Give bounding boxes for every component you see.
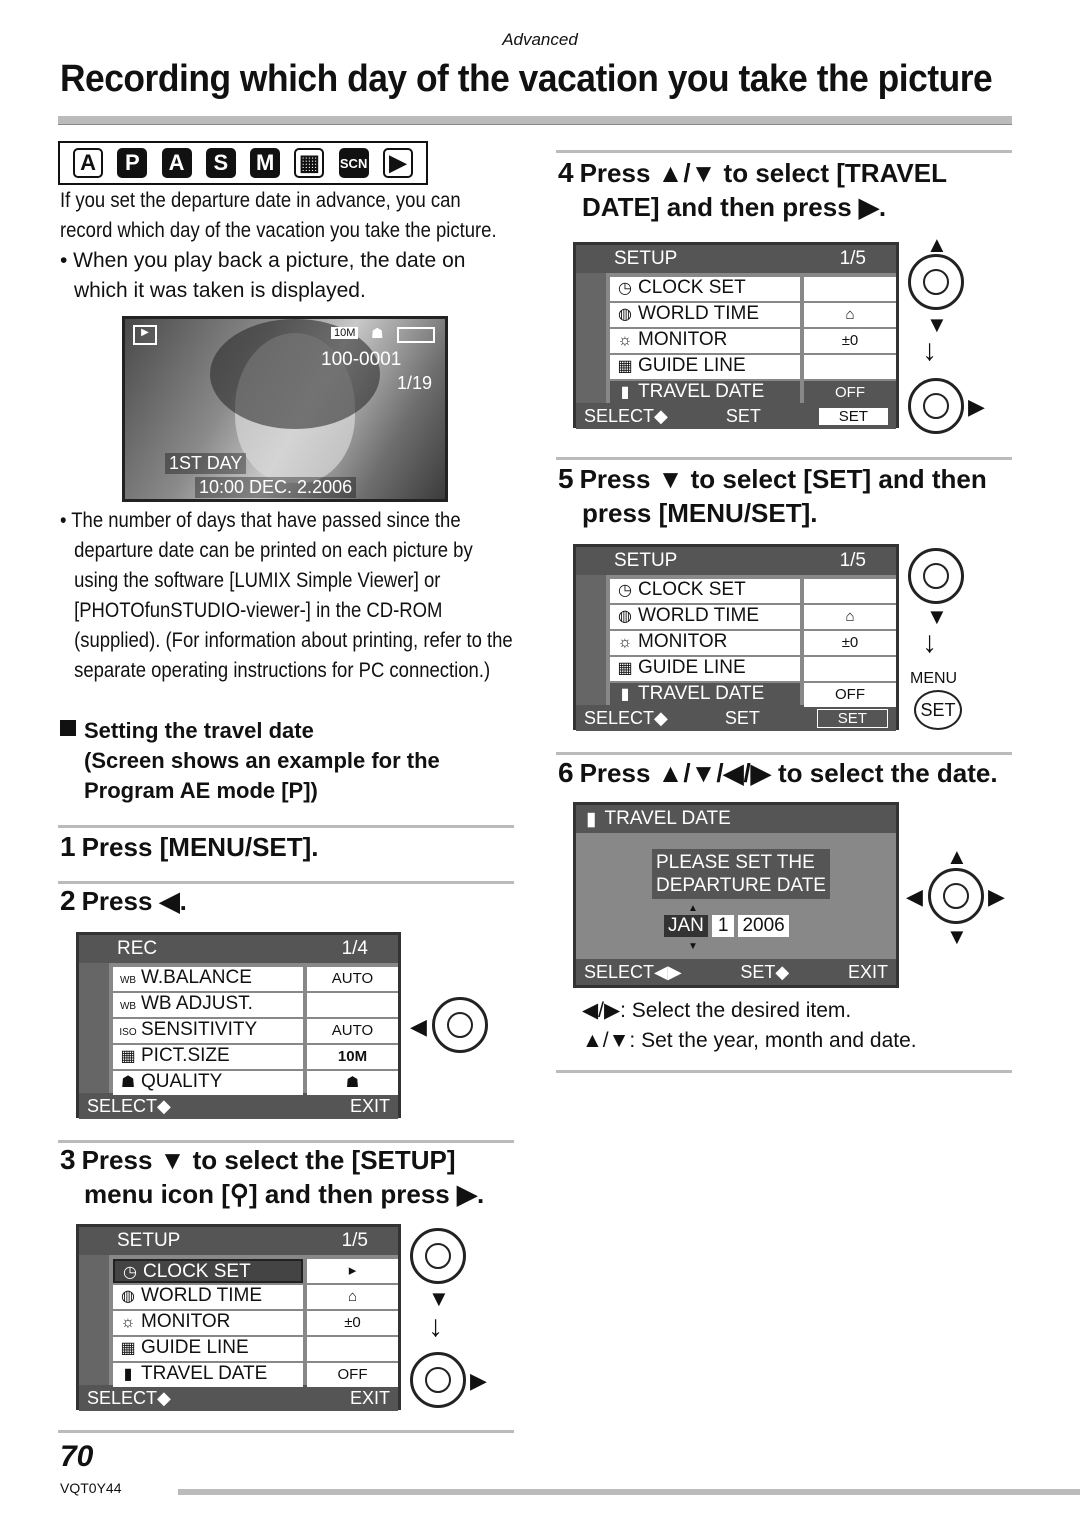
menu-side-tabs	[79, 1255, 109, 1385]
step-4: 4 Press ▲/▼ to select [TRAVEL DATE] and then press ▶.	[558, 157, 947, 222]
mode-icons	[58, 141, 428, 185]
footer-exit: EXIT	[349, 1095, 390, 1116]
battery-icon	[397, 327, 435, 343]
menu-page: 1/4	[341, 938, 368, 959]
menu-side-tabs	[576, 273, 606, 403]
menu-title: REC	[117, 938, 158, 959]
step-6: 6 Press ▲/▼/◀/▶ to select the date.	[558, 757, 998, 788]
quality-icon: ☗	[371, 325, 384, 341]
mode-playback-icon: ▶	[383, 148, 413, 178]
record-datetime: 10:00 DEC. 2.2006	[195, 477, 356, 498]
set-value-selected: SET	[817, 709, 888, 728]
setup-menu-screen	[573, 544, 899, 730]
step-3: 3 Press ▼ to select the [SETUP] menu icon [⚲] and then press ▶.	[60, 1144, 485, 1209]
menu-row[interactable]: ◷ CLOCK SET ▸	[113, 1259, 398, 1283]
setup-menu-screen	[573, 242, 899, 428]
travel-day: 1ST DAY	[165, 453, 246, 474]
menu-row[interactable]: ◷ CLOCK SET	[610, 277, 896, 301]
intro-line: If you set the departure date in advance, you can	[60, 189, 461, 212]
footer-set: SET	[724, 707, 760, 728]
play-icon: ▶	[133, 325, 157, 345]
suitcase-icon: ▮	[586, 808, 597, 830]
right-arrow-icon: ▶	[470, 1368, 487, 1393]
travel-date-screen	[573, 802, 899, 988]
menu-row[interactable]: ☼ MONITOR ±0	[610, 631, 896, 655]
page-number: 70	[60, 1440, 94, 1473]
page-title: Recording which day of the vacation you take the picture	[60, 58, 993, 100]
next-arrow-icon: ↓	[922, 334, 937, 367]
date-fields	[664, 915, 789, 937]
down-arrow-icon: ▼	[428, 1286, 450, 1311]
up-arrow-icon: ▲	[926, 232, 948, 257]
menu-title: SETUP	[614, 248, 678, 269]
menu-row-selected[interactable]: ▮ TRAVEL DATE OFF	[610, 381, 896, 405]
down-arrow-icon: ▼	[688, 941, 698, 952]
cursor-pad-icon	[928, 868, 984, 924]
footer-rule	[178, 1489, 1080, 1495]
footer-set: SET	[725, 405, 761, 426]
cursor-pad-icon	[908, 378, 964, 434]
menu-row[interactable]: ☗ QUALITY ☗	[113, 1071, 398, 1095]
set-value: SET	[819, 408, 888, 425]
left-arrow-icon: ◀	[906, 884, 923, 909]
intro-line: record which day of the vacation you take the picture.	[60, 219, 497, 242]
menu-side-tabs	[79, 963, 109, 1093]
menu-set-button-icon: SET	[914, 690, 962, 730]
mode-manual-icon: M	[250, 148, 280, 178]
menu-row[interactable]: ◍ WORLD TIME ⌂	[610, 605, 896, 629]
left-arrow-icon: ◀	[410, 1014, 427, 1039]
footer-set: SET◆	[740, 961, 790, 982]
next-arrow-icon: ↓	[922, 626, 937, 659]
rec-menu-screen	[76, 932, 401, 1118]
menu-row[interactable]: ▦ GUIDE LINE	[610, 657, 896, 681]
playback-screen	[122, 316, 448, 502]
divider	[556, 457, 1012, 460]
step-2: 2 Press ◀.	[60, 885, 187, 916]
month-field[interactable]: JAN	[664, 915, 708, 937]
footer-select: SELECT◆	[584, 707, 668, 728]
software-note: • The number of days that have passed since the departure date can be printed on each picture by using the software [LUMIX Simple Viewer] or [PHOTOfunSTUDIO-viewer-] in the CD-ROM (supplied). (For information about printing, refer to the separate operating instructions for PC connection.)	[60, 509, 513, 682]
menu-page: 1/5	[839, 248, 866, 269]
up-arrow-icon: ▲	[688, 903, 698, 914]
divider	[58, 825, 514, 828]
step-1: 1 Press [MENU/SET].	[60, 831, 319, 862]
size-badge: 10M	[331, 327, 358, 339]
doc-code: VQT0Y44	[60, 1480, 122, 1496]
day-field[interactable]: 1	[712, 915, 735, 937]
divider	[556, 1070, 1012, 1073]
menu-row[interactable]: ▦ PICT.SIZE 10M	[113, 1045, 398, 1069]
footer-select: SELECT◆	[87, 1387, 171, 1408]
key-legend: ◀/▶: Select the desired item. ▲/▼: Set the year, month and date.	[582, 999, 917, 1052]
menu-title: SETUP	[614, 550, 678, 571]
menu-row[interactable]: ▮ TRAVEL DATE OFF	[113, 1363, 398, 1387]
menu-page: 1/5	[341, 1230, 368, 1251]
mode-program-icon: P	[117, 148, 147, 178]
setup-menu-screen	[76, 1224, 401, 1410]
title-rule	[58, 116, 1012, 125]
menu-row[interactable]: ◍ WORLD TIME ⌂	[113, 1285, 398, 1309]
up-arrow-icon: ▲	[946, 844, 968, 869]
intro-text	[60, 186, 518, 246]
divider	[556, 752, 1012, 755]
file-number: 100-0001	[321, 349, 402, 370]
down-arrow-icon: ▼	[926, 604, 948, 629]
menu-title: SETUP	[117, 1230, 181, 1251]
footer-exit: EXIT	[349, 1387, 390, 1408]
menu-row[interactable]: ◷ CLOCK SET	[610, 579, 896, 603]
screen-title: TRAVEL DATE	[604, 808, 731, 829]
mode-intelligent-icon: A	[73, 148, 103, 178]
menu-row[interactable]: ☼ MONITOR ±0	[610, 329, 896, 353]
menu-row[interactable]: ▦ GUIDE LINE	[113, 1337, 398, 1361]
right-arrow-icon: ▶	[968, 394, 985, 419]
mode-shutter-icon: S	[206, 148, 236, 178]
menu-row-selected[interactable]: ▮ TRAVEL DATE OFF	[610, 683, 896, 707]
menu-row[interactable]: WB WB ADJUST.	[113, 993, 398, 1017]
setting-heading: Setting the travel date (Screen shows an example for the Program AE mode [P])	[84, 718, 440, 803]
departure-message: PLEASE SET THE DEPARTURE DATE	[652, 849, 830, 899]
cursor-pad-icon	[908, 548, 964, 604]
menu-label: MENU	[910, 670, 958, 687]
footer-select: SELECT◀▶	[584, 961, 682, 982]
year-field[interactable]: 2006	[738, 915, 788, 937]
heading-bullet	[60, 720, 76, 736]
down-arrow-icon: ▼	[946, 924, 968, 949]
cursor-pad-icon	[410, 1228, 466, 1284]
cursor-pad-icon	[410, 1352, 466, 1408]
section-label: Advanced	[502, 30, 578, 49]
next-arrow-icon: ↓	[428, 1310, 443, 1343]
mode-movie-icon: ▦	[294, 148, 324, 178]
menu-page: 1/5	[839, 550, 866, 571]
menu-row[interactable]: ▦ GUIDE LINE	[610, 355, 896, 379]
cursor-pad-icon	[908, 254, 964, 310]
step-5: 5 Press ▼ to select [SET] and then press [MENU/SET].	[558, 463, 987, 528]
menu-row[interactable]: ☼ MONITOR ±0	[113, 1311, 398, 1335]
menu-row[interactable]: ◍ WORLD TIME ⌂	[610, 303, 896, 327]
mode-aperture-icon: A	[162, 148, 192, 178]
down-arrow-icon: ▼	[926, 312, 948, 337]
menu-side-tabs	[576, 575, 606, 705]
right-arrow-icon: ▶	[988, 884, 1005, 909]
intro-bullet: • When you play back a picture, the date on which it was taken is displayed.	[60, 249, 466, 302]
divider	[556, 150, 1012, 153]
footer-select: SELECT◆	[584, 405, 668, 426]
image-count: 1/19	[397, 373, 433, 393]
menu-row[interactable]: WB W.BALANCE AUTO	[113, 967, 398, 991]
mode-scene-icon: SCN	[339, 148, 369, 178]
divider	[58, 1430, 514, 1433]
cursor-pad-icon	[432, 997, 488, 1053]
footer-exit: EXIT	[847, 961, 888, 982]
menu-row[interactable]: ISO SENSITIVITY AUTO	[113, 1019, 398, 1043]
footer-select: SELECT◆	[87, 1095, 171, 1116]
